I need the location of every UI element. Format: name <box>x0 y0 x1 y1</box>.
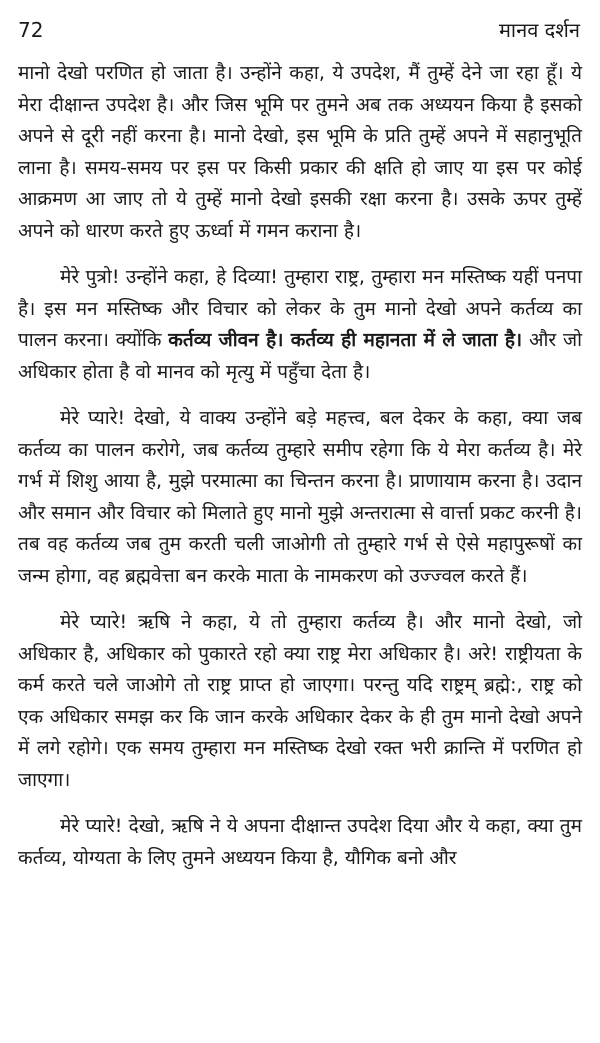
paragraph-5: मेरे प्यारे! देखो, ऋषि ने ये अपना दीक्षान्त उपदेश दिया और ये कहा, क्या तुम कर्तव्य, योग्यता के लिए तुमने अध्ययन किया है, यौगिक बनो और <box>18 815 582 869</box>
paragraph-2 <box>18 262 582 388</box>
paragraph-4: मेरे प्यारे! ऋषि ने कहा, ये तो तुम्हारा कर्तव्य है। और मानो देखो, जो अधिकार है, अधिकार को पुकारते रहो क्या राष्ट्र मेरा अधिकार है। अरे! राष्ट्रीयता के कर्म करते चले जाओगे तो राष्ट्र प्राप्त हो जाएगा। परन्तु यदि राष्ट्रम् ब्रह्मे:, राष्ट्र को एक अधिकार समझ कर कि जान करके अधिकार देकर के ही तुम मानो देखो अपने में लगे रहोगे। एक समय तुम्हारा मन मस्तिष्क देखो रक्त भरी क्रान्ति में परणित हो जाएगा। <box>18 611 582 791</box>
paragraph-2-text-after: और जो अधिकार होता है वो मानव को मृत्यु में पहुँचा देता है। <box>18 329 582 383</box>
paragraph-2-bold-text: कर्तव्य जीवन है। कर्तव्य ही महानता में ले जाता है। <box>168 329 523 351</box>
body-text <box>18 58 582 889</box>
paragraph-1: मानो देखो परणित हो जाता है। उन्होंने कहा, ये उपदेश, मैं तुम्हें देने जा रहा हूँ। ये मेरा दीक्षान्त उपदेश है। और जिस भूमि पर तुमने अब तक अध्ययन किया है इसको अपने से दूरी नहीं करना है। मानो देखो, इस भूमि के प्रति तुम्हें अपने में सहानुभूति लाना है। समय-समय पर इस पर किसी प्रकार की क्षति हो जाए या इस पर कोई आक्रमण आ जाए तो ये तुम्हें मानो देखो इसकी रक्षा करना है। उसके ऊपर तुम्हें अपने को धारण करते हुए ऊर्ध्वा में गमन कराना है। <box>18 62 582 242</box>
page-header <box>18 14 580 44</box>
paragraph-2-text-before: मेरे पुत्रो! उन्होंने कहा, हे दिव्या! तुम्हारा राष्ट्र, तुम्हारा मन मस्तिष्क यहीं पनपा है। इस मन मस्तिष्क और विचार को लेकर के तुम मानो देखो अपने कर्तव्य का पालन करना। क्योंकि <box>18 266 582 351</box>
page-number: 72 <box>18 18 44 42</box>
paragraph-3: मेरे प्यारे! देखो, ये वाक्य उन्होंने बड़े महत्त्व, बल देकर के कहा, क्या जब कर्तव्य का पालन करोगे, जब कर्तव्य तुम्हारे समीप रहेगा कि ये मेरा कर्तव्य है। मेरे गर्भ में शिशु आया है, मुझे परमात्मा का चिन्तन करना है। प्राणायाम करना है। उदान और समान और विचार को मिलाते हुए मानो मुझे अन्तरात्मा से वार्त्ता प्रकट करनी है। तब वह कर्तव्य जब तुम करती चली जाओगी तो तुम्हारे गर्भ से ऐसे महापुरूषों का जन्म होगा, वह ब्रह्मवेत्ता बन करके माता के नामकरण को उज्ज्वल करते हैं। <box>18 407 582 587</box>
book-title: मानव दर्शन <box>498 18 580 42</box>
